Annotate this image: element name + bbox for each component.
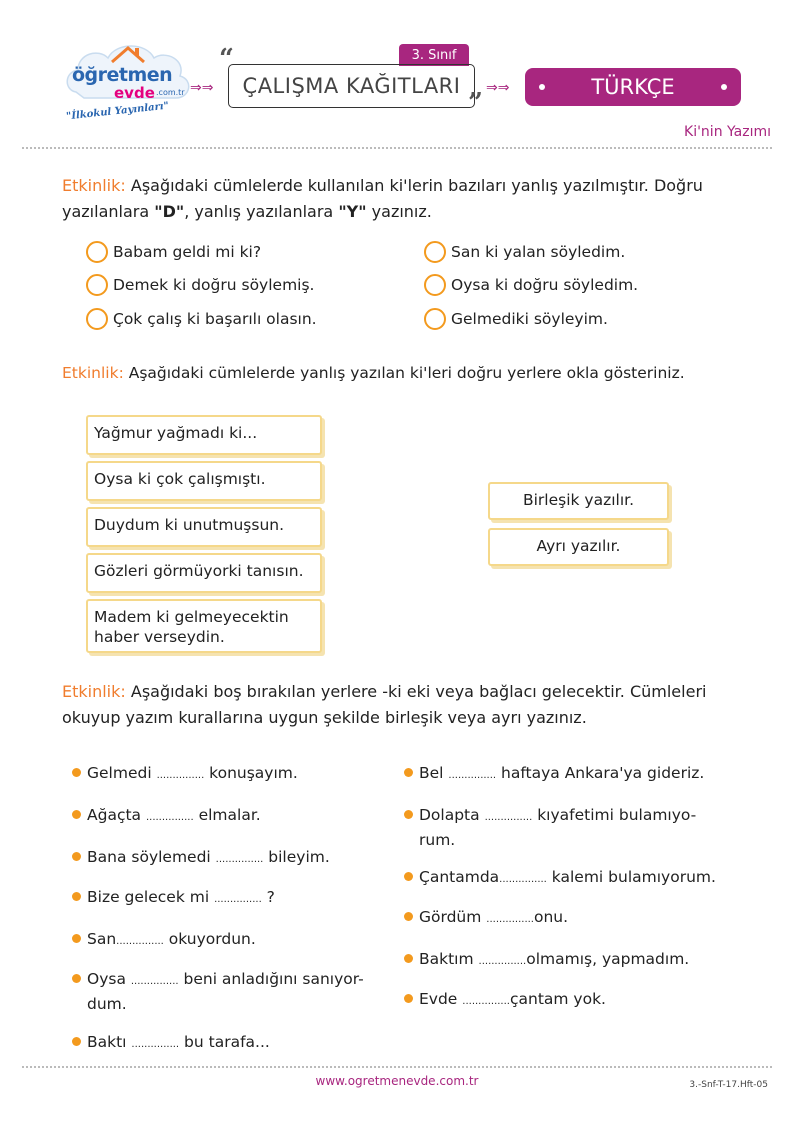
answer-circle[interactable] (424, 308, 446, 330)
bullet-icon (72, 1037, 81, 1046)
answer-circle[interactable] (86, 274, 108, 296)
sentence-text: Yağmur yağmadı ki... (94, 424, 258, 442)
target-text: Ayrı yazılır. (536, 537, 621, 555)
fill-item (404, 804, 744, 851)
answer-item (86, 308, 317, 330)
arrow-icon: ⇒⇒ (190, 80, 214, 96)
bullet-icon (404, 872, 413, 881)
arrow-icon: ⇒⇒ (486, 80, 510, 96)
logo-domain: .com.tr (156, 88, 185, 97)
fill-text: Ağaçta (87, 806, 146, 824)
fill-text: Baktım (419, 950, 479, 968)
sentence-text: San ki yalan söyledim. (451, 243, 626, 261)
answer-y-label: "Y" (338, 202, 367, 221)
fill-text: bu tarafa... (179, 1033, 270, 1051)
fill-text: Gelmedi (87, 764, 157, 782)
bullet-icon (72, 974, 81, 983)
fill-text: beni anladığını sanıyor- (178, 970, 364, 988)
fill-text: kalemi bulamıyorum. (546, 868, 716, 886)
sentence-text: haber verseydin. (94, 628, 225, 646)
instruction-text: yazınız. (366, 202, 432, 221)
blank-line[interactable]: ............... (130, 976, 179, 987)
blank-line[interactable]: ............... (448, 770, 497, 781)
blank-line[interactable]: ............... (131, 1039, 180, 1050)
instruction-text: Aşağıdaki cümlelerde yanlış yazılan ki'leri doğru yerlere okla gösteriniz. (123, 364, 685, 382)
bullet-icon (72, 934, 81, 943)
fill-text: Gördüm (419, 908, 487, 926)
fill-text: Oysa (87, 970, 131, 988)
fill-text: çantam yok. (509, 990, 606, 1008)
answer-circle[interactable] (86, 241, 108, 263)
footer-url[interactable]: www.ogretmenevde.com.tr (315, 1074, 479, 1088)
fill-item (404, 762, 704, 787)
sentence-text: Gözleri görmüyorki tanısın. (94, 562, 304, 580)
close-quote-icon: ” (468, 88, 483, 118)
fill-text: kıyafetimi bulamıyo- (532, 806, 697, 824)
activity3-instruction (62, 679, 752, 731)
sentence-box[interactable] (86, 599, 322, 653)
blank-line[interactable]: ............... (484, 812, 533, 823)
answer-item (86, 274, 315, 296)
sentence-text: Demek ki doğru söylemiş. (113, 276, 315, 294)
bullet-icon (72, 810, 81, 819)
sentence-box[interactable] (86, 461, 322, 501)
instruction-text: Aşağıdaki cümlelerde kullanılan ki'lerin bazıları yanlış yazılmıştır. Doğru (125, 176, 703, 195)
answer-d-label: "D" (154, 202, 185, 221)
blank-line[interactable]: ............... (462, 996, 510, 1007)
fill-item (72, 804, 261, 829)
blank-line[interactable]: ............... (486, 914, 534, 925)
fill-text: bileyim. (263, 848, 330, 866)
fill-item (72, 1031, 270, 1056)
fill-text: olmamış, yapmadım. (526, 950, 690, 968)
blank-line[interactable]: ............... (478, 956, 527, 967)
divider (22, 147, 772, 149)
logo-word-evde: evde (114, 84, 155, 102)
sentence-box[interactable] (86, 553, 322, 593)
fill-item (404, 988, 606, 1013)
fill-item (72, 762, 298, 787)
sentence-box[interactable] (86, 415, 322, 455)
publisher-logo (62, 34, 192, 130)
activity1-instruction (62, 173, 742, 225)
bullet-icon (404, 810, 413, 819)
activity-label: Etkinlik: (62, 176, 126, 195)
fill-text: onu. (533, 908, 569, 926)
open-quote-icon: “ (219, 44, 234, 74)
footer-code: 3.-Snf-T-17.Hft-05 (689, 1080, 768, 1090)
bullet-icon (404, 954, 413, 963)
fill-text: Bana söylemedi (87, 848, 216, 866)
bullet-icon (404, 994, 413, 1003)
fill-text: elmalar. (193, 806, 261, 824)
sentence-text: Duydum ki unutmuşsun. (94, 516, 285, 534)
sentence-text: Oysa ki çok çalışmıştı. (94, 470, 266, 488)
sentence-text: Gelmediki söyleyim. (451, 310, 608, 328)
fill-text: konuşayım. (204, 764, 298, 782)
blank-line[interactable]: ............... (145, 812, 194, 823)
fill-text: Bize gelecek mi (87, 888, 215, 906)
fill-text: Çantamda (419, 868, 500, 886)
fill-text: Baktı (87, 1033, 132, 1051)
bullet-dot-icon (539, 84, 545, 90)
sentence-text: Babam geldi mi ki? (113, 243, 262, 261)
sentence-text: Çok çalış ki başarılı olasın. (113, 310, 317, 328)
bullet-icon (72, 892, 81, 901)
fill-item (404, 866, 716, 891)
fill-text: Bel (419, 764, 449, 782)
topic-label: Ki'nin Yazımı (684, 124, 771, 140)
answer-circle[interactable] (424, 241, 446, 263)
fill-text: rum. (419, 831, 456, 849)
fill-text: haftaya Ankara'ya gideriz. (496, 764, 705, 782)
bullet-icon (404, 912, 413, 921)
fill-text: ? (261, 888, 275, 906)
bullet-icon (72, 852, 81, 861)
subject-label: TÜRKÇE (591, 75, 675, 99)
answer-item (424, 308, 608, 330)
target-box-compound[interactable] (488, 482, 669, 520)
sentence-text: Madem ki gelmeyecektin (94, 608, 289, 626)
activity-label: Etkinlik: (62, 682, 126, 701)
fill-item (72, 886, 275, 911)
bullet-icon (72, 768, 81, 777)
sentence-text: Oysa ki doğru söyledim. (451, 276, 639, 294)
fill-item (404, 906, 568, 931)
instruction-text: Aşağıdaki boş bırakılan yerlere -ki eki veya bağlacı gelecektir. Cümleleri (125, 682, 707, 701)
fill-item (404, 948, 689, 973)
target-box-separate[interactable] (488, 528, 669, 566)
answer-item (424, 274, 638, 296)
answer-circle[interactable] (424, 274, 446, 296)
instruction-text: okuyup yazım kurallarına uygun şekilde birleşik veya ayrı yazınız. (62, 708, 587, 727)
fill-text: Evde (419, 990, 463, 1008)
target-text: Birleşik yazılır. (522, 491, 635, 509)
answer-circle[interactable] (86, 308, 108, 330)
logo-word-ogretmen: öğretmen (72, 64, 173, 86)
fill-item (72, 968, 392, 1015)
divider (22, 1066, 772, 1068)
blank-line[interactable]: ............... (215, 854, 264, 865)
blank-line[interactable]: ............... (499, 874, 547, 885)
grade-badge: 3. Sınıf (399, 44, 469, 66)
activity-label: Etkinlik: (62, 364, 124, 382)
bullet-icon (404, 768, 413, 777)
fill-item (72, 928, 256, 953)
fill-text: Dolapta (419, 806, 485, 824)
fill-text: San (87, 930, 117, 948)
bullet-dot-icon (721, 84, 727, 90)
logo-subtitle: "İlkokul Yayınları" (65, 100, 170, 123)
subject-banner (525, 68, 741, 106)
answer-item (424, 241, 625, 263)
instruction-text: yazılanlara (62, 202, 155, 221)
fill-text: okuyordun. (163, 930, 256, 948)
answer-item (86, 241, 261, 263)
fill-item (72, 846, 330, 871)
instruction-text: , yanlış yazılanlara (184, 202, 339, 221)
page-title: ÇALIŞMA KAĞITLARI (228, 64, 475, 108)
blank-line[interactable]: ............... (116, 936, 164, 947)
blank-line[interactable]: ............... (214, 894, 262, 905)
sentence-box[interactable] (86, 507, 322, 547)
activity2-instruction (62, 360, 752, 386)
fill-text: dum. (87, 995, 127, 1013)
blank-line[interactable]: ............... (156, 770, 205, 781)
